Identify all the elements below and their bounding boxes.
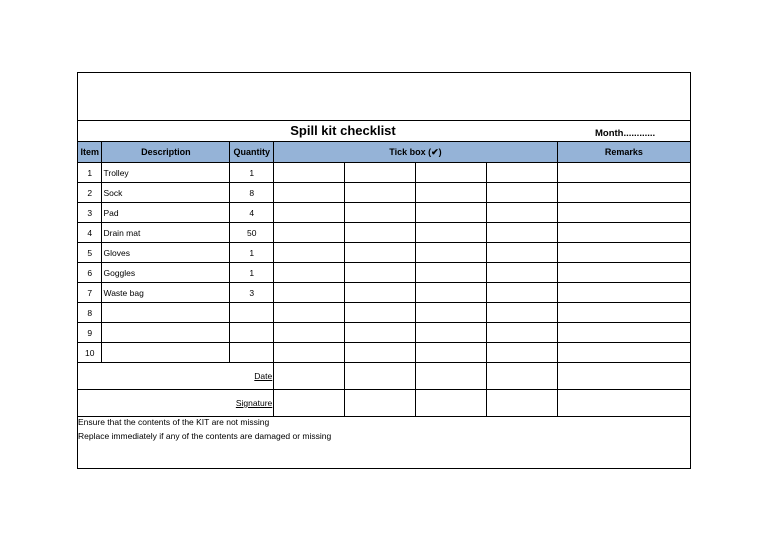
remarks-cell[interactable] bbox=[557, 223, 690, 243]
tick-cell[interactable] bbox=[345, 243, 416, 263]
tick-cell[interactable] bbox=[345, 163, 416, 183]
item-quantity: 4 bbox=[230, 203, 274, 223]
table-row bbox=[78, 263, 690, 283]
checklist-sheet bbox=[77, 72, 691, 469]
remarks-cell[interactable] bbox=[557, 283, 690, 303]
tick-cell[interactable] bbox=[274, 363, 345, 390]
tick-cell[interactable] bbox=[486, 323, 557, 343]
signature-label-cell bbox=[78, 390, 274, 417]
remarks-cell[interactable] bbox=[557, 343, 690, 363]
item-number: 2 bbox=[78, 183, 102, 203]
tick-cell[interactable] bbox=[415, 163, 486, 183]
tick-cell[interactable] bbox=[345, 303, 416, 323]
tick-cell[interactable] bbox=[274, 163, 345, 183]
month-field[interactable]: Month............ bbox=[595, 128, 656, 139]
tick-cell[interactable] bbox=[274, 263, 345, 283]
tick-cell[interactable] bbox=[274, 203, 345, 223]
item-number: 6 bbox=[78, 263, 102, 283]
item-description: Waste bag bbox=[102, 283, 230, 303]
tick-cell[interactable] bbox=[274, 223, 345, 243]
item-quantity: 1 bbox=[230, 263, 274, 283]
item-number: 5 bbox=[78, 243, 102, 263]
tick-cell[interactable] bbox=[486, 283, 557, 303]
header-item: Item bbox=[78, 142, 102, 163]
item-description: Drain mat bbox=[102, 223, 230, 243]
date-label: Date bbox=[254, 371, 273, 381]
header-quantity: Quantity bbox=[230, 142, 274, 163]
page-title: Spill kit checklist bbox=[290, 123, 396, 138]
remarks-cell[interactable] bbox=[557, 243, 690, 263]
tick-cell[interactable] bbox=[274, 343, 345, 363]
tick-cell[interactable] bbox=[415, 303, 486, 323]
remarks-cell[interactable] bbox=[557, 363, 690, 390]
tick-cell[interactable] bbox=[415, 283, 486, 303]
remarks-cell[interactable] bbox=[557, 183, 690, 203]
item-number: 7 bbox=[78, 283, 102, 303]
item-number: 10 bbox=[78, 343, 102, 363]
tick-cell[interactable] bbox=[486, 343, 557, 363]
table-row bbox=[78, 203, 690, 223]
blank-header-area bbox=[78, 73, 690, 121]
tick-cell[interactable] bbox=[486, 203, 557, 223]
remarks-cell[interactable] bbox=[557, 163, 690, 183]
tick-cell[interactable] bbox=[415, 323, 486, 343]
item-description: Trolley bbox=[102, 163, 230, 183]
tick-cell[interactable] bbox=[486, 183, 557, 203]
remarks-cell[interactable] bbox=[557, 323, 690, 343]
item-description bbox=[102, 303, 230, 323]
tick-cell[interactable] bbox=[415, 343, 486, 363]
tick-cell[interactable] bbox=[486, 390, 557, 417]
tick-cell[interactable] bbox=[345, 323, 416, 343]
table-row bbox=[78, 163, 690, 183]
item-description: Pad bbox=[102, 203, 230, 223]
header-description: Description bbox=[102, 142, 230, 163]
tick-cell[interactable] bbox=[415, 183, 486, 203]
note-line: Replace immediately if any of the contents are damaged or missing bbox=[78, 431, 332, 441]
table-row bbox=[78, 223, 690, 243]
item-number: 3 bbox=[78, 203, 102, 223]
tick-cell[interactable] bbox=[345, 363, 416, 390]
header-remarks: Remarks bbox=[557, 142, 690, 163]
item-description: Goggles bbox=[102, 263, 230, 283]
remarks-cell[interactable] bbox=[557, 390, 690, 417]
date-label-cell bbox=[78, 363, 274, 390]
table-row bbox=[78, 243, 690, 263]
tick-cell[interactable] bbox=[345, 183, 416, 203]
tick-cell[interactable] bbox=[415, 203, 486, 223]
tick-cell[interactable] bbox=[345, 390, 416, 417]
tick-cell[interactable] bbox=[486, 243, 557, 263]
tick-cell[interactable] bbox=[415, 390, 486, 417]
tick-cell[interactable] bbox=[274, 283, 345, 303]
table-row bbox=[78, 323, 690, 343]
item-quantity bbox=[230, 303, 274, 323]
item-quantity: 50 bbox=[230, 223, 274, 243]
item-description: Sock bbox=[102, 183, 230, 203]
tick-cell[interactable] bbox=[345, 203, 416, 223]
tick-cell[interactable] bbox=[415, 223, 486, 243]
table-row bbox=[78, 283, 690, 303]
signature-row bbox=[78, 390, 690, 417]
table-row bbox=[78, 303, 690, 323]
remarks-cell[interactable] bbox=[557, 263, 690, 283]
remarks-cell[interactable] bbox=[557, 303, 690, 323]
signature-label: Signature bbox=[235, 398, 273, 408]
tick-cell[interactable] bbox=[345, 283, 416, 303]
tick-cell[interactable] bbox=[415, 263, 486, 283]
note-line: Ensure that the contents of the KIT are not missing bbox=[78, 417, 270, 427]
header-tick-box: Tick box (✔) bbox=[274, 142, 557, 163]
tick-cell[interactable] bbox=[486, 223, 557, 243]
item-number: 8 bbox=[78, 303, 102, 323]
checklist-table bbox=[78, 141, 690, 417]
tick-cell[interactable] bbox=[345, 263, 416, 283]
tick-cell[interactable] bbox=[486, 363, 557, 390]
tick-cell[interactable] bbox=[274, 323, 345, 343]
tick-cell[interactable] bbox=[415, 243, 486, 263]
tick-cell[interactable] bbox=[274, 183, 345, 203]
tick-cell[interactable] bbox=[486, 263, 557, 283]
notes bbox=[78, 415, 331, 443]
table-row bbox=[78, 183, 690, 203]
item-description bbox=[102, 323, 230, 343]
tick-cell[interactable] bbox=[345, 343, 416, 363]
item-quantity: 8 bbox=[230, 183, 274, 203]
tick-cell[interactable] bbox=[486, 163, 557, 183]
item-number: 1 bbox=[78, 163, 102, 183]
item-quantity bbox=[230, 323, 274, 343]
item-number: 4 bbox=[78, 223, 102, 243]
tick-cell[interactable] bbox=[345, 223, 416, 243]
item-quantity: 1 bbox=[230, 163, 274, 183]
tick-cell[interactable] bbox=[274, 390, 345, 417]
tick-cell[interactable] bbox=[274, 303, 345, 323]
header-row bbox=[78, 142, 690, 163]
tick-cell[interactable] bbox=[486, 303, 557, 323]
remarks-cell[interactable] bbox=[557, 203, 690, 223]
item-number: 9 bbox=[78, 323, 102, 343]
item-description bbox=[102, 343, 230, 363]
table-row bbox=[78, 343, 690, 363]
tick-cell[interactable] bbox=[274, 243, 345, 263]
tick-cell[interactable] bbox=[415, 363, 486, 390]
item-description: Gloves bbox=[102, 243, 230, 263]
item-quantity: 1 bbox=[230, 243, 274, 263]
item-quantity: 3 bbox=[230, 283, 274, 303]
date-row bbox=[78, 363, 690, 390]
item-quantity bbox=[230, 343, 274, 363]
